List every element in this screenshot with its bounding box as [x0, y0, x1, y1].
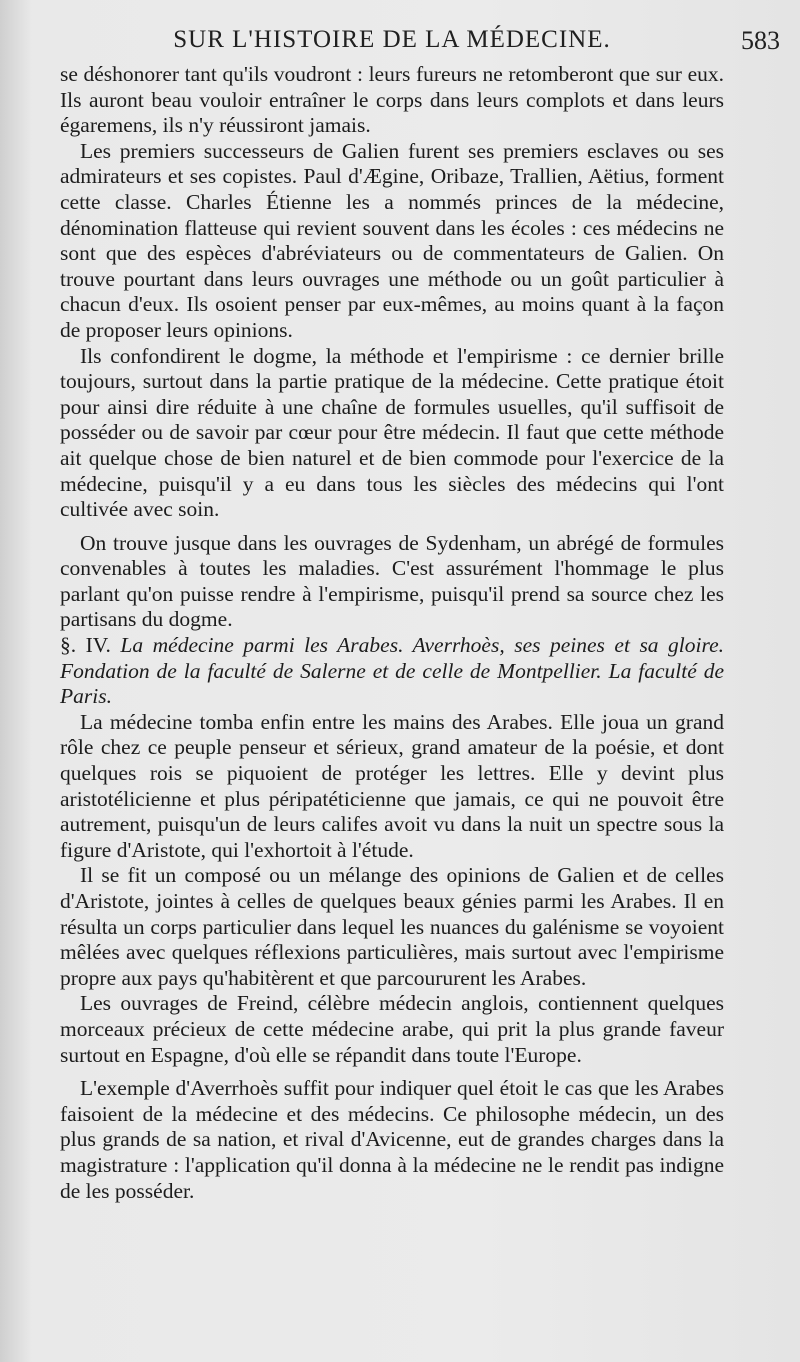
- running-head: [60, 22, 780, 62]
- paragraph: se déshonorer tant qu'ils voudront : leurs fureurs ne retomberont que sur eux. Ils auront beau vouloir entraîner le corps dans leurs complots et dans leurs égaremens, ils n'y réussiront jamais.: [60, 62, 724, 138]
- section-heading: [60, 633, 724, 710]
- paragraph: Les premiers successeurs de Galien furent ses premiers esclaves ou ses admirateurs et ses copistes. Paul d'Ægine, Oribaze, Trallien, Aëtius, forment cette classe. Charles Étienne les a nommés princes de la médecine, dénomination flatteuse qui revient souvent dans les écoles : ces médecins ne sont que des espèces d'abréviateurs ou de commentateurs de Galien. On trouve pourtant dans leurs ouvrages une méthode ou un goût particulier à chacun d'eux. Ils osoient penser par eux-mêmes, au moins quant à la façon de proposer leurs opinions.: [60, 138, 724, 342]
- body-text: [60, 62, 724, 1204]
- paragraph: Les ouvrages de Freind, célèbre médecin anglois, contiennent quelques morceaux précieux de cette médecine arabe, qui prit la plus grande faveur surtout en Espagne, d'où elle se répandit dans toute l'Europe.: [60, 991, 724, 1067]
- paragraph: La médecine tomba enfin entre les mains des Arabes. Elle joua un grand rôle chez ce peuple penseur et sérieux, grand amateur de la poésie, et dont quelques rois se piquoient de protéger les lettres. Elle y devint plus aristotélicienne et plus péripatéticienne que jamais, ce qui ne pouvoit être autrement, puisqu'un de leurs califes avoit vu dans la nuit un spectre sous la figure d'Aristote, qui l'exhortoit à l'étude.: [60, 709, 724, 862]
- page-number: 583: [741, 26, 780, 55]
- running-head-title: SUR L'HISTOIRE DE LA MÉDECINE.: [173, 26, 611, 53]
- paragraph: L'exemple d'Averrhoès suffit pour indiquer quel étoit le cas que les Arabes faisoient de la médecine et des médecins. Ce philosophe médecin, un des plus grands de sa nation, et rival d'Avicenne, eut de grandes charges dans la magistrature : l'application qu'il donna à la médecine ne le rendit pas indigne de les posséder.: [60, 1076, 724, 1203]
- section-title: La médecine parmi les Arabes. Averrhoès, ses peines et sa gloire. Fondation de la faculté de Salerne et de celle de Montpellier. La faculté de Paris.: [60, 633, 724, 709]
- paragraph: Ils confondirent le dogme, la méthode et l'empirisme : ce dernier brille toujours, surtout dans la partie pratique de la médecine. Cette pratique étoit pour ainsi dire réduite à une chaîne de formules usuelles, qu'il suffisoit de posséder ou de savoir par cœur pour être médecin. Il faut que cette méthode ait quelque chose de bien naturel et de bien commode pour l'exercice de la médecine, puisqu'il y a eu dans tous les siècles des médecins qui l'ont cultivée avec soin.: [60, 343, 724, 522]
- paragraph: On trouve jusque dans les ouvrages de Sydenham, un abrégé de formules convenables à toutes les maladies. C'est assurément l'hommage le plus parlant qu'on puisse rendre à l'empirisme, puisqu'il prend sa source chez les partisans du dogme.: [60, 530, 724, 632]
- section-number: §. IV.: [60, 633, 111, 658]
- paragraph: Il se fit un composé ou un mélange des opinions de Galien et de celles d'Aristote, jointes à celles de quelques beaux génies parmi les Arabes. Il en résulta un corps particulier dans lequel les nuances du galénisme se voyoient mêlées avec quelques réflexions particulières, mais surtout avec l'empirisme propre aux pays qu'habitèrent et que parcoururent les Arabes.: [60, 863, 724, 990]
